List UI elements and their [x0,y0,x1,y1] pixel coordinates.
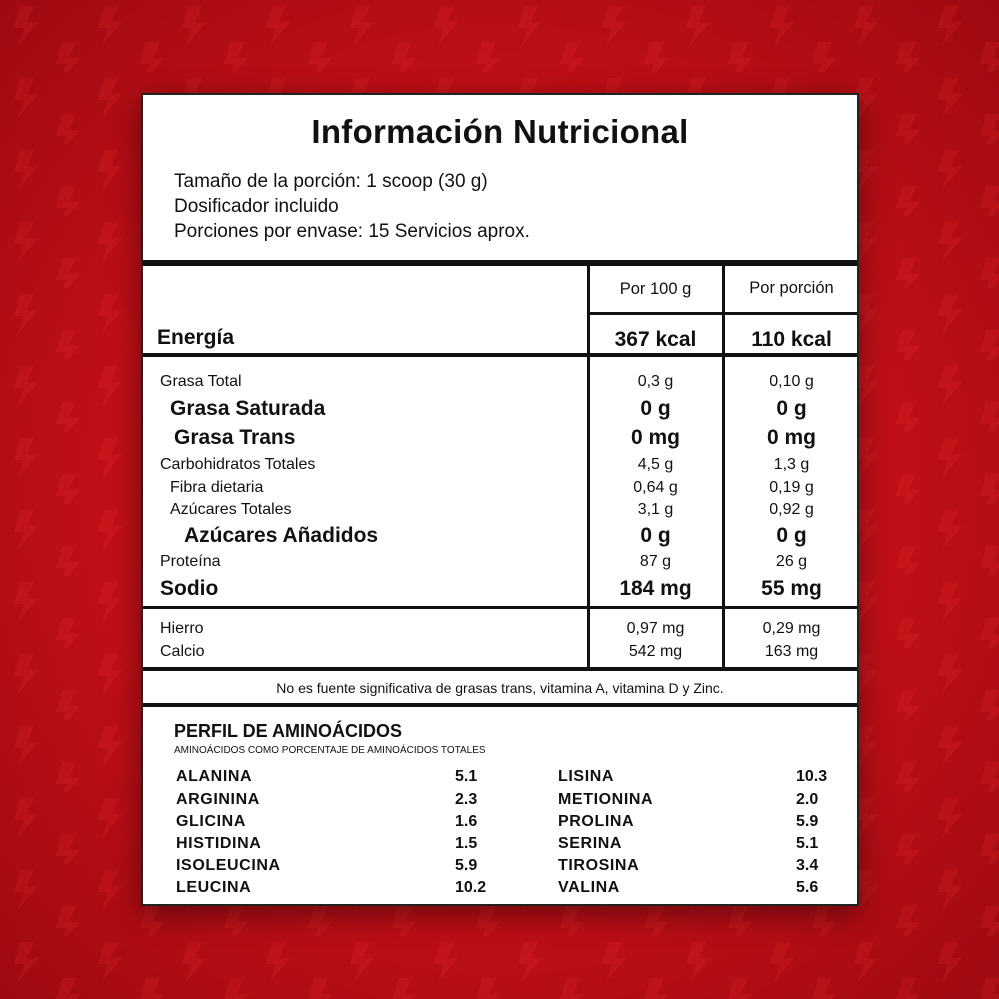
nutrient-per-serving-total-fat: 0,10 g [769,373,814,390]
serving-size: Tamaño de la porción: 1 scoop (30 g) [174,171,488,192]
nutrient-label-fiber: Fibra dietaria [170,479,264,496]
amino-name-alanine: ALANINA [176,768,253,785]
nutrient-per-serving-fiber: 0,19 g [769,479,814,496]
amino-value-tyrosine: 3.4 [796,857,819,874]
amino-profile-subtitle: AMINOÁCIDOS COMO PORCENTAJE DE AMINOÁCIDOS TOTALES [174,745,486,756]
nutrient-per-serving-carbohydrates: 1,3 g [773,456,810,473]
nutrient-label-sodium: Sodio [160,577,219,600]
column-header-per-serving: Por porción [749,279,834,297]
nutrient-per100-saturated-fat: 0 g [640,397,671,420]
page-title: Información Nutricional [311,113,689,150]
dispenser-note: Dosificador incluido [174,196,339,217]
amino-value-valine: 5.6 [796,879,819,896]
amino-value-leucine: 10.2 [455,879,487,896]
mineral-label-calcium: Calcio [160,643,205,660]
amino-value-glycine: 1.6 [455,813,478,830]
nutrient-per-serving-protein: 26 g [775,553,808,570]
divider-minerals [143,667,857,671]
mineral-per100-calcium: 542 mg [628,643,683,660]
amino-name-tyrosine: TIROSINA [558,857,640,874]
nutrient-label-total-sugars: Azúcares Totales [170,501,292,518]
amino-name-methionine: METIONINA [558,791,654,808]
energy-per-serving: 110 kcal [751,328,832,351]
nutrient-per100-total-fat: 0,3 g [637,373,674,390]
nutrient-label-trans-fat: Grasa Trans [174,426,296,449]
mineral-per-serving-iron: 0,29 mg [762,620,821,637]
nutrient-per100-trans-fat: 0 mg [630,426,680,449]
amino-value-methionine: 2.0 [796,791,819,808]
divider-energy [143,353,857,357]
nutrient-per100-protein: 87 g [639,553,672,570]
divider-nutrients [143,606,857,609]
amino-value-serine: 5.1 [796,835,819,852]
amino-name-serine: SERINA [558,835,623,852]
amino-name-isoleucine: ISOLEUCINA [176,857,281,874]
amino-name-valine: VALINA [558,879,620,896]
nutrition-facts-panel [141,93,859,906]
nutrient-per100-carbohydrates: 4,5 g [637,456,674,473]
column-header-per100: Por 100 g [619,280,692,298]
nutrient-per-serving-total-sugars: 0,92 g [769,501,814,518]
nutrient-per100-fiber: 0,64 g [633,479,678,496]
nutrient-per100-sodium: 184 mg [619,577,692,600]
nutrient-label-added-sugars: Azúcares Añadidos [184,524,379,547]
amino-name-histidine: HISTIDINA [176,835,262,852]
disclaimer-note: No es fuente significativa de grasas trans, vitamina A, vitamina D y Zinc. [276,680,724,696]
nutrient-per-serving-trans-fat: 0 mg [766,426,816,449]
nutrient-per-serving-added-sugars: 0 g [776,524,807,547]
amino-value-lysine: 10.3 [796,768,828,785]
energy-per100: 367 kcal [614,328,697,351]
amino-profile-title: PERFIL DE AMINOÁCIDOS [174,721,403,741]
nutrient-label-carbohydrates: Carbohidratos Totales [160,456,316,473]
nutrient-per-serving-saturated-fat: 0 g [776,397,807,420]
nutrient-label-saturated-fat: Grasa Saturada [170,397,326,420]
amino-name-lysine: LISINA [558,768,615,785]
divider-note [143,703,857,707]
amino-value-isoleucine: 5.9 [455,857,478,874]
amino-name-leucine: LEUCINA [176,879,252,896]
nutrient-per100-total-sugars: 3,1 g [637,501,674,518]
mineral-per-serving-calcium: 163 mg [764,643,819,660]
nutrient-per100-added-sugars: 0 g [640,524,671,547]
mineral-label-iron: Hierro [160,620,204,637]
nutrient-label-total-fat: Grasa Total [160,373,242,390]
servings-per-container: Porciones por envase: 15 Servicios aprox. [174,221,530,242]
amino-value-histidine: 1.5 [455,835,478,852]
amino-name-proline: PROLINA [558,813,635,830]
amino-value-alanine: 5.1 [455,768,478,785]
nutrient-per-serving-sodium: 55 mg [761,577,822,600]
mineral-per100-iron: 0,97 mg [626,620,685,637]
amino-name-glycine: GLICINA [176,813,246,830]
nutrient-label-protein: Proteína [160,553,221,570]
amino-value-proline: 5.9 [796,813,819,830]
divider-thick [143,260,857,266]
amino-value-arginine: 2.3 [455,791,478,808]
amino-name-arginine: ARGININA [176,791,260,808]
energy-label: Energía [157,326,235,349]
